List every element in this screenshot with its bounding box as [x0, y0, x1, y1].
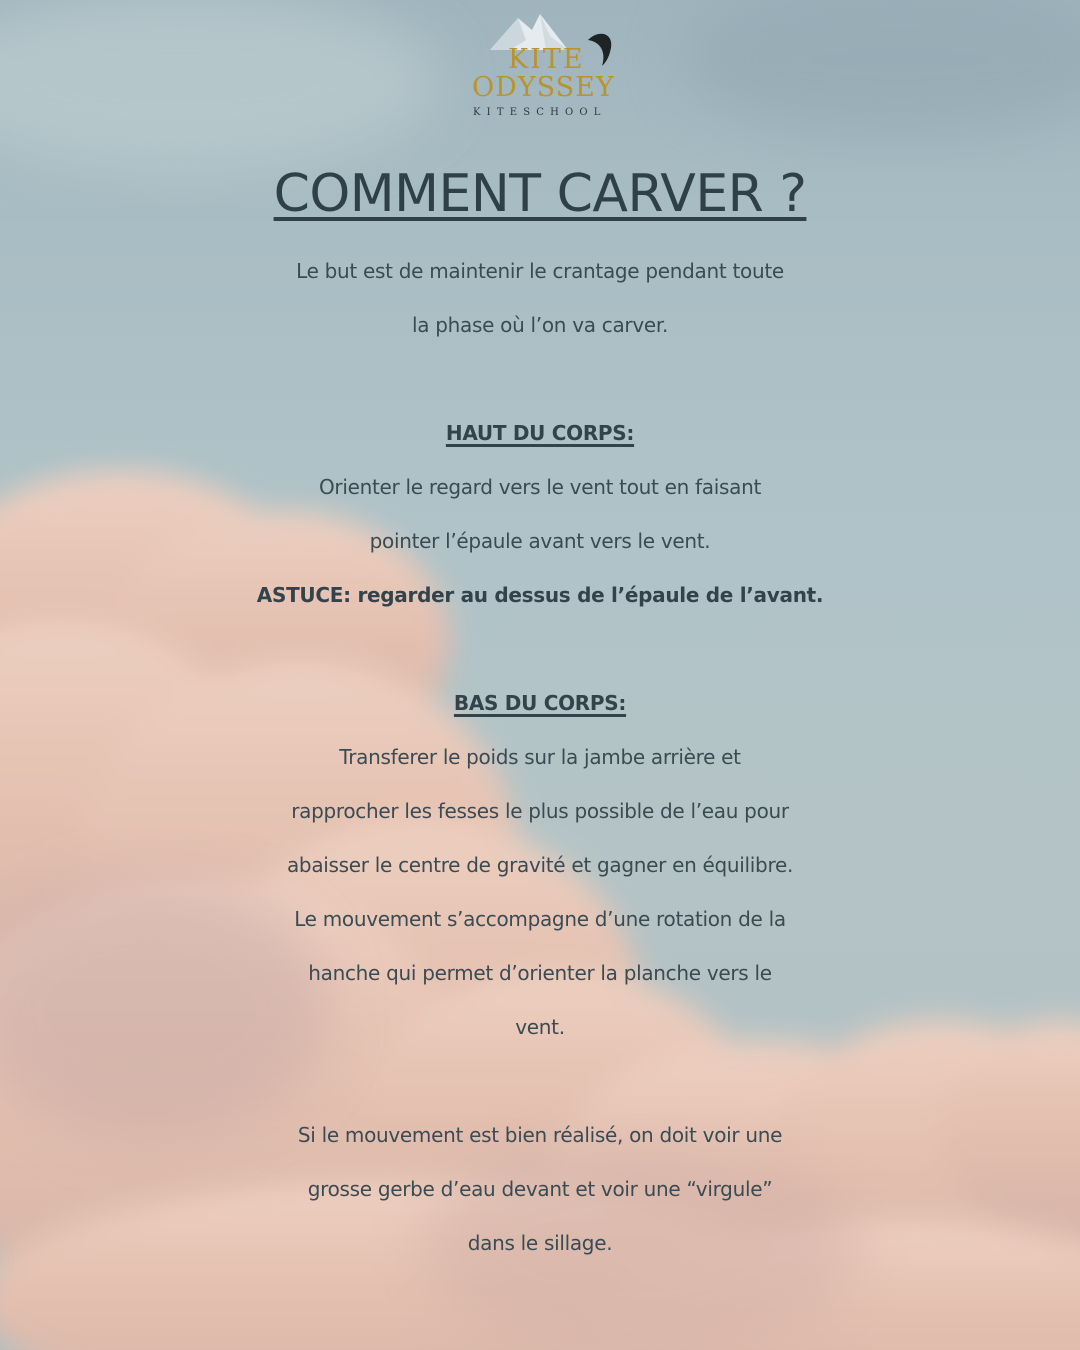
page-title-text: COMMENT CARVER ? [273, 164, 807, 224]
lower-body-heading-row [0, 676, 1080, 730]
intro-line: la phase où l’on va carver. [411, 313, 669, 337]
conclusion-line: dans le sillage. [467, 1231, 613, 1255]
upper-body-heading: HAUT DU CORPS: [445, 421, 635, 445]
page-title [0, 164, 1080, 224]
lower-body-line: hanche qui permet d’orienter la planche vers le [308, 961, 772, 985]
conclusion-line: grosse gerbe d’eau devant et voir une “virgule” [307, 1177, 773, 1201]
upper-body-heading-row [0, 406, 1080, 460]
logo-tagline: KITESCHOOL [473, 107, 607, 118]
lower-body-line: vent. [515, 1015, 565, 1039]
kite-odyssey-logo [460, 10, 630, 120]
lower-body-line: Transferer le poids sur la jambe arrière et [339, 745, 741, 769]
lower-body-heading: BAS DU CORPS: [453, 691, 627, 715]
intro-line: Le but est de maintenir le crantage pendant toute [296, 259, 784, 283]
lower-body-line: abaisser le centre de gravité et gagner en équilibre. [286, 853, 794, 877]
logo-word-kite: KITE [508, 44, 585, 75]
upper-body-line: pointer l’épaule avant vers le vent. [369, 529, 711, 553]
logo-word-odyssey: ODYSSEY [472, 72, 615, 103]
lower-body-line: rapprocher les fesses le plus possible de l’eau pour [291, 799, 789, 823]
lower-body-line: Le mouvement s’accompagne d’une rotation de la [294, 907, 786, 931]
upper-body-line: Orienter le regard vers le vent tout en faisant [318, 475, 762, 499]
tip-line: ASTUCE: regarder au dessus de l’épaule de l’avant. [256, 583, 824, 607]
conclusion-line: Si le mouvement est bien réalisé, on doit voir une [297, 1123, 783, 1147]
